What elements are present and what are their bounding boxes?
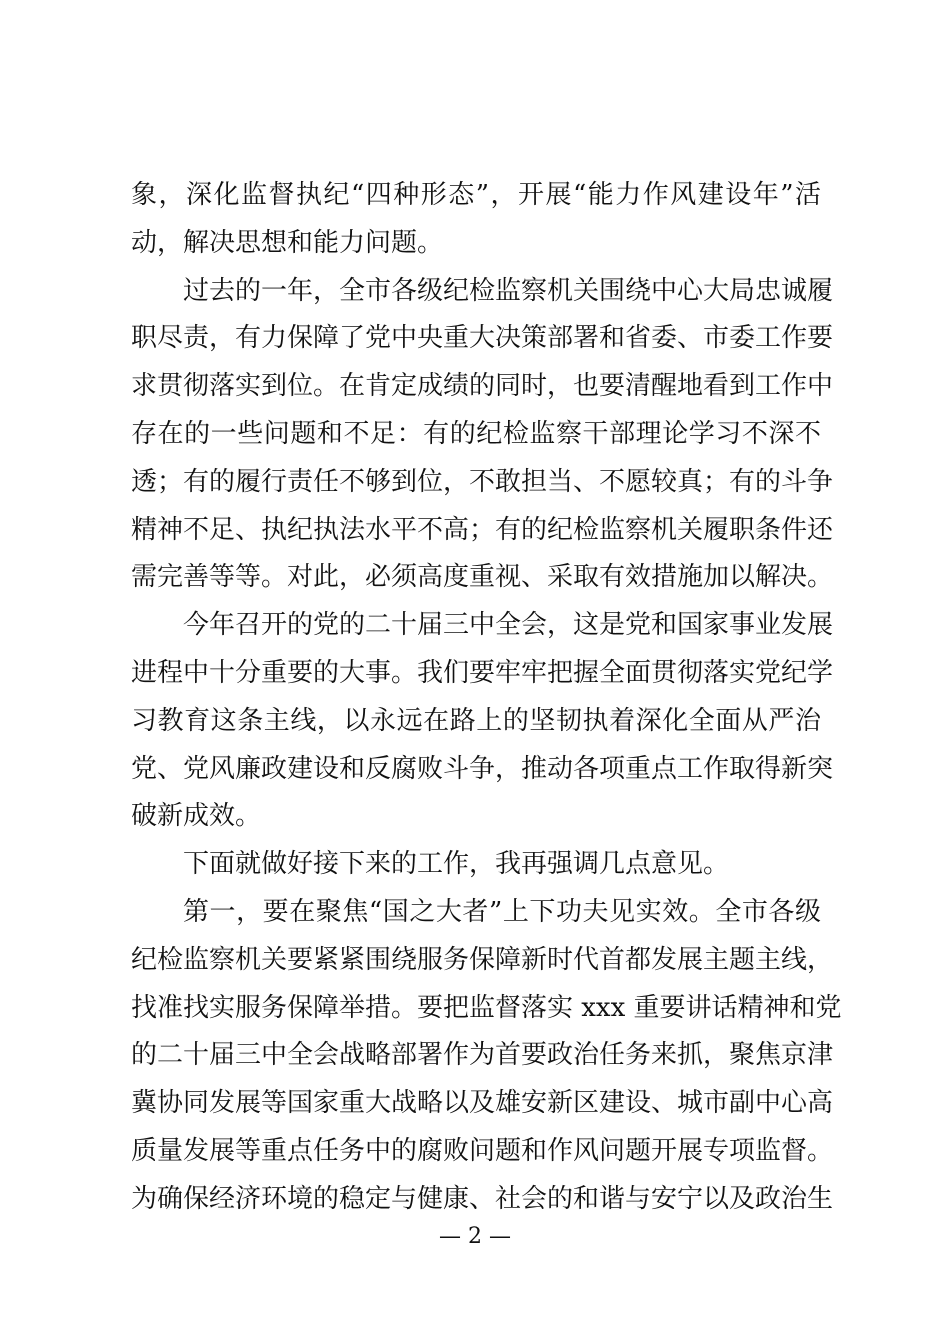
body-text — [131, 172, 842, 1224]
text-line: 透；有的履行责任不够到位，不敢担当、不愿较真；有的斗争 — [131, 466, 834, 497]
text-line: 冀协同发展等国家重大战略以及雄安新区建设、城市副中心高 — [131, 1088, 834, 1119]
text-line: 第一，要在聚焦“国之大者”上下功夫见实效。全市各级 — [183, 896, 821, 927]
text-line: 今年召开的党的二十届三中全会，这是党和国家事业发展 — [183, 610, 834, 641]
text-line: 象，深化监督执纪“四种形态”，开展“能力作风建设年”活 — [131, 180, 821, 210]
text-line: 纪检监察机关要紧紧围绕服务保障新时代首都发展主题主线， — [131, 944, 834, 975]
text-line: 存在的一些问题和不足：有的纪检监察干部理论学习不深不 — [131, 418, 821, 449]
text-line: 质量发展等重点任务中的腐败问题和作风问题开展专项监督。 — [131, 1135, 834, 1166]
text-line: 为确保经济环境的稳定与健康、社会的和谐与安宁以及政治生 — [131, 1183, 834, 1214]
text-line: 过去的一年，全市各级纪检监察机关围绕中心大局忠诚履 — [183, 275, 834, 306]
page-number: — 2 — — [439, 1224, 511, 1249]
text-line: 破新成效。 — [131, 801, 262, 832]
text-line: 精神不足、执纪执法水平不高；有的纪检监察机关履职条件还 — [131, 514, 834, 545]
text-line: 找准找实服务保障举措。要把监督落实 xxx 重要讲话精神和党 — [131, 992, 842, 1023]
text-line: 求贯彻落实到位。在肯定成绩的同时，也要清醒地看到工作中 — [131, 371, 834, 402]
text-line: 进程中十分重要的大事。我们要牢牢把握全面贯彻落实党纪学 — [131, 657, 834, 688]
text-line: 习教育这条主线，以永远在路上的坚韧执着深化全面从严治 — [131, 705, 821, 736]
text-line: 需完善等等。对此，必须高度重视、采取有效措施加以解决。 — [131, 562, 834, 593]
text-line: 动，解决思想和能力问题。 — [131, 227, 444, 258]
text-line: 的二十届三中全会战略部署作为首要政治任务来抓，聚焦京津 — [131, 1040, 834, 1071]
text-line: 党、党风廉政建设和反腐败斗争，推动各项重点工作取得新突 — [131, 753, 834, 784]
text-line: 职尽责，有力保障了党中央重大决策部署和省委、市委工作要 — [131, 323, 834, 354]
text-line: 下面就做好接下来的工作，我再强调几点意见。 — [183, 849, 730, 880]
